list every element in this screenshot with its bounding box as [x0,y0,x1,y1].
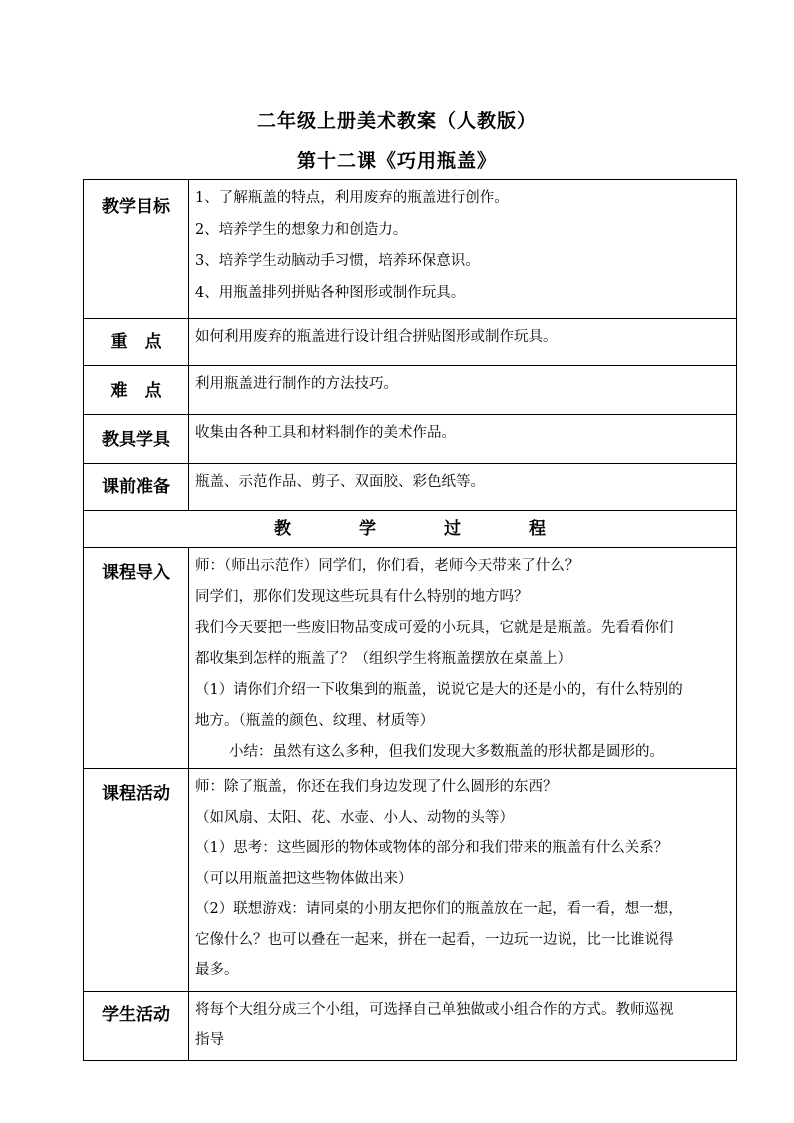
process-heading [84,511,737,548]
intro-line: 地方。（瓶盖的颜色、纹理、材质等） [195,713,435,729]
difficulty-text: 利用瓶盖进行制作的方法技巧。 [195,376,398,392]
student-activity-label-text: 学生活动 [102,1005,170,1025]
key-point-row [84,319,737,366]
process-heading-char: 学 [359,519,376,539]
difficulty-label-text: 难 点 [110,381,162,401]
process-heading-char: 过 [444,519,461,539]
document-title: 二年级上册美术教案（人教版） [256,110,537,132]
key-point-content [189,319,737,366]
activity-line: （可以用瓶盖把这些物体做出来） [195,870,413,887]
goal-item: 4、用瓶盖排列拼贴各种图形或制作玩具。 [195,284,466,301]
process-heading-char: 教 [274,519,291,539]
intro-summary: 小结：虽然有这么多种，但我们发现大多数瓶盖的形状都是圆形的。 [229,744,664,760]
activity-line: （如风扇、太阳、花、水壶、小人、动物的头等） [195,809,514,826]
activity-line: 它像什么？也可以叠在一起来，拼在一起看，一边玩一边说，比一比谁说得 [195,931,674,948]
tools-text: 收集由各种工具和材料制作的美术作品。 [195,425,456,441]
activity-row [84,769,737,992]
difficulty-label [84,366,189,415]
key-point-label-text: 重 点 [110,332,162,352]
tools-label-text: 教具学具 [102,430,170,450]
activity-line: 师：除了瓶盖，你还在我们身边发现了什么圆形的东西？ [195,779,558,795]
prep-label-text: 课前准备 [102,477,170,497]
goals-row [84,180,737,319]
key-point-text: 如何利用废弃的瓶盖进行设计组合拼贴图形或制作玩具。 [195,329,558,345]
activity-content [189,769,737,992]
student-activity-content [189,992,737,1061]
tools-label [84,415,189,464]
intro-row [84,548,737,769]
student-activity-line: 将每个大组分成三个小组，可选择自己单独做或小组合作的方式。教师巡视 [195,1002,674,1018]
student-activity-label [84,992,189,1061]
difficulty-content [189,366,737,415]
activity-line: （1）思考：这些圆形的物体或物体的部分和我们带来的瓶盖有什么关系？ [195,840,669,856]
lesson-title: 第十二课《巧用瓶盖》 [296,150,497,172]
goal-item: 1、了解瓶盖的特点，利用废弃的瓶盖进行创作。 [195,190,509,206]
prep-label [84,464,189,511]
difficulty-row [84,366,737,415]
intro-content [189,548,737,769]
intro-line: 师：（师出示范作）同学们，你们看，老师今天带来了什么？ [195,558,580,574]
activity-line: 最多。 [195,962,239,978]
intro-label-text: 课程导入 [102,563,170,583]
key-point-label [84,319,189,366]
student-activity-line: 指导 [195,1032,224,1048]
goal-item: 3、培养学生动脑动手习惯，培养环保意识。 [195,253,480,269]
student-activity-row [84,992,737,1061]
goals-label [84,180,189,319]
intro-line: （1）请你们介绍一下收集到的瓶盖，说说它是大的还是小的，有什么特别的 [195,682,683,698]
goal-item: 2、培养学生的想象力和创造力。 [195,221,408,238]
prep-text: 瓶盖、示范作品、剪子、双面胶、彩色纸等。 [195,474,485,490]
activity-label [84,769,189,992]
intro-line: 我们今天要把一些废旧物品变成可爱的小玩具，它就是是瓶盖。先看看你们 [195,620,674,636]
goals-content [189,180,737,319]
intro-label [84,548,189,769]
process-heading-char: 程 [529,519,546,539]
intro-line: 都收集到怎样的瓶盖了？（组织学生将瓶盖摆放在桌盖上） [195,651,572,667]
goals-label-text: 教学目标 [102,197,170,217]
activity-label-text: 课程活动 [102,784,170,804]
prep-content [189,464,737,511]
prep-row [84,464,737,511]
tools-content [189,415,737,464]
intro-line: 同学们，那你们发现这些玩具有什么特别的地方吗？ [195,589,529,605]
process-heading-row [84,511,737,548]
tools-row [84,415,737,464]
lesson-plan-table [83,179,737,1061]
activity-line: （2）联想游戏：请同桌的小朋友把你们的瓶盖放在一起，看一看，想一想， [195,901,683,917]
